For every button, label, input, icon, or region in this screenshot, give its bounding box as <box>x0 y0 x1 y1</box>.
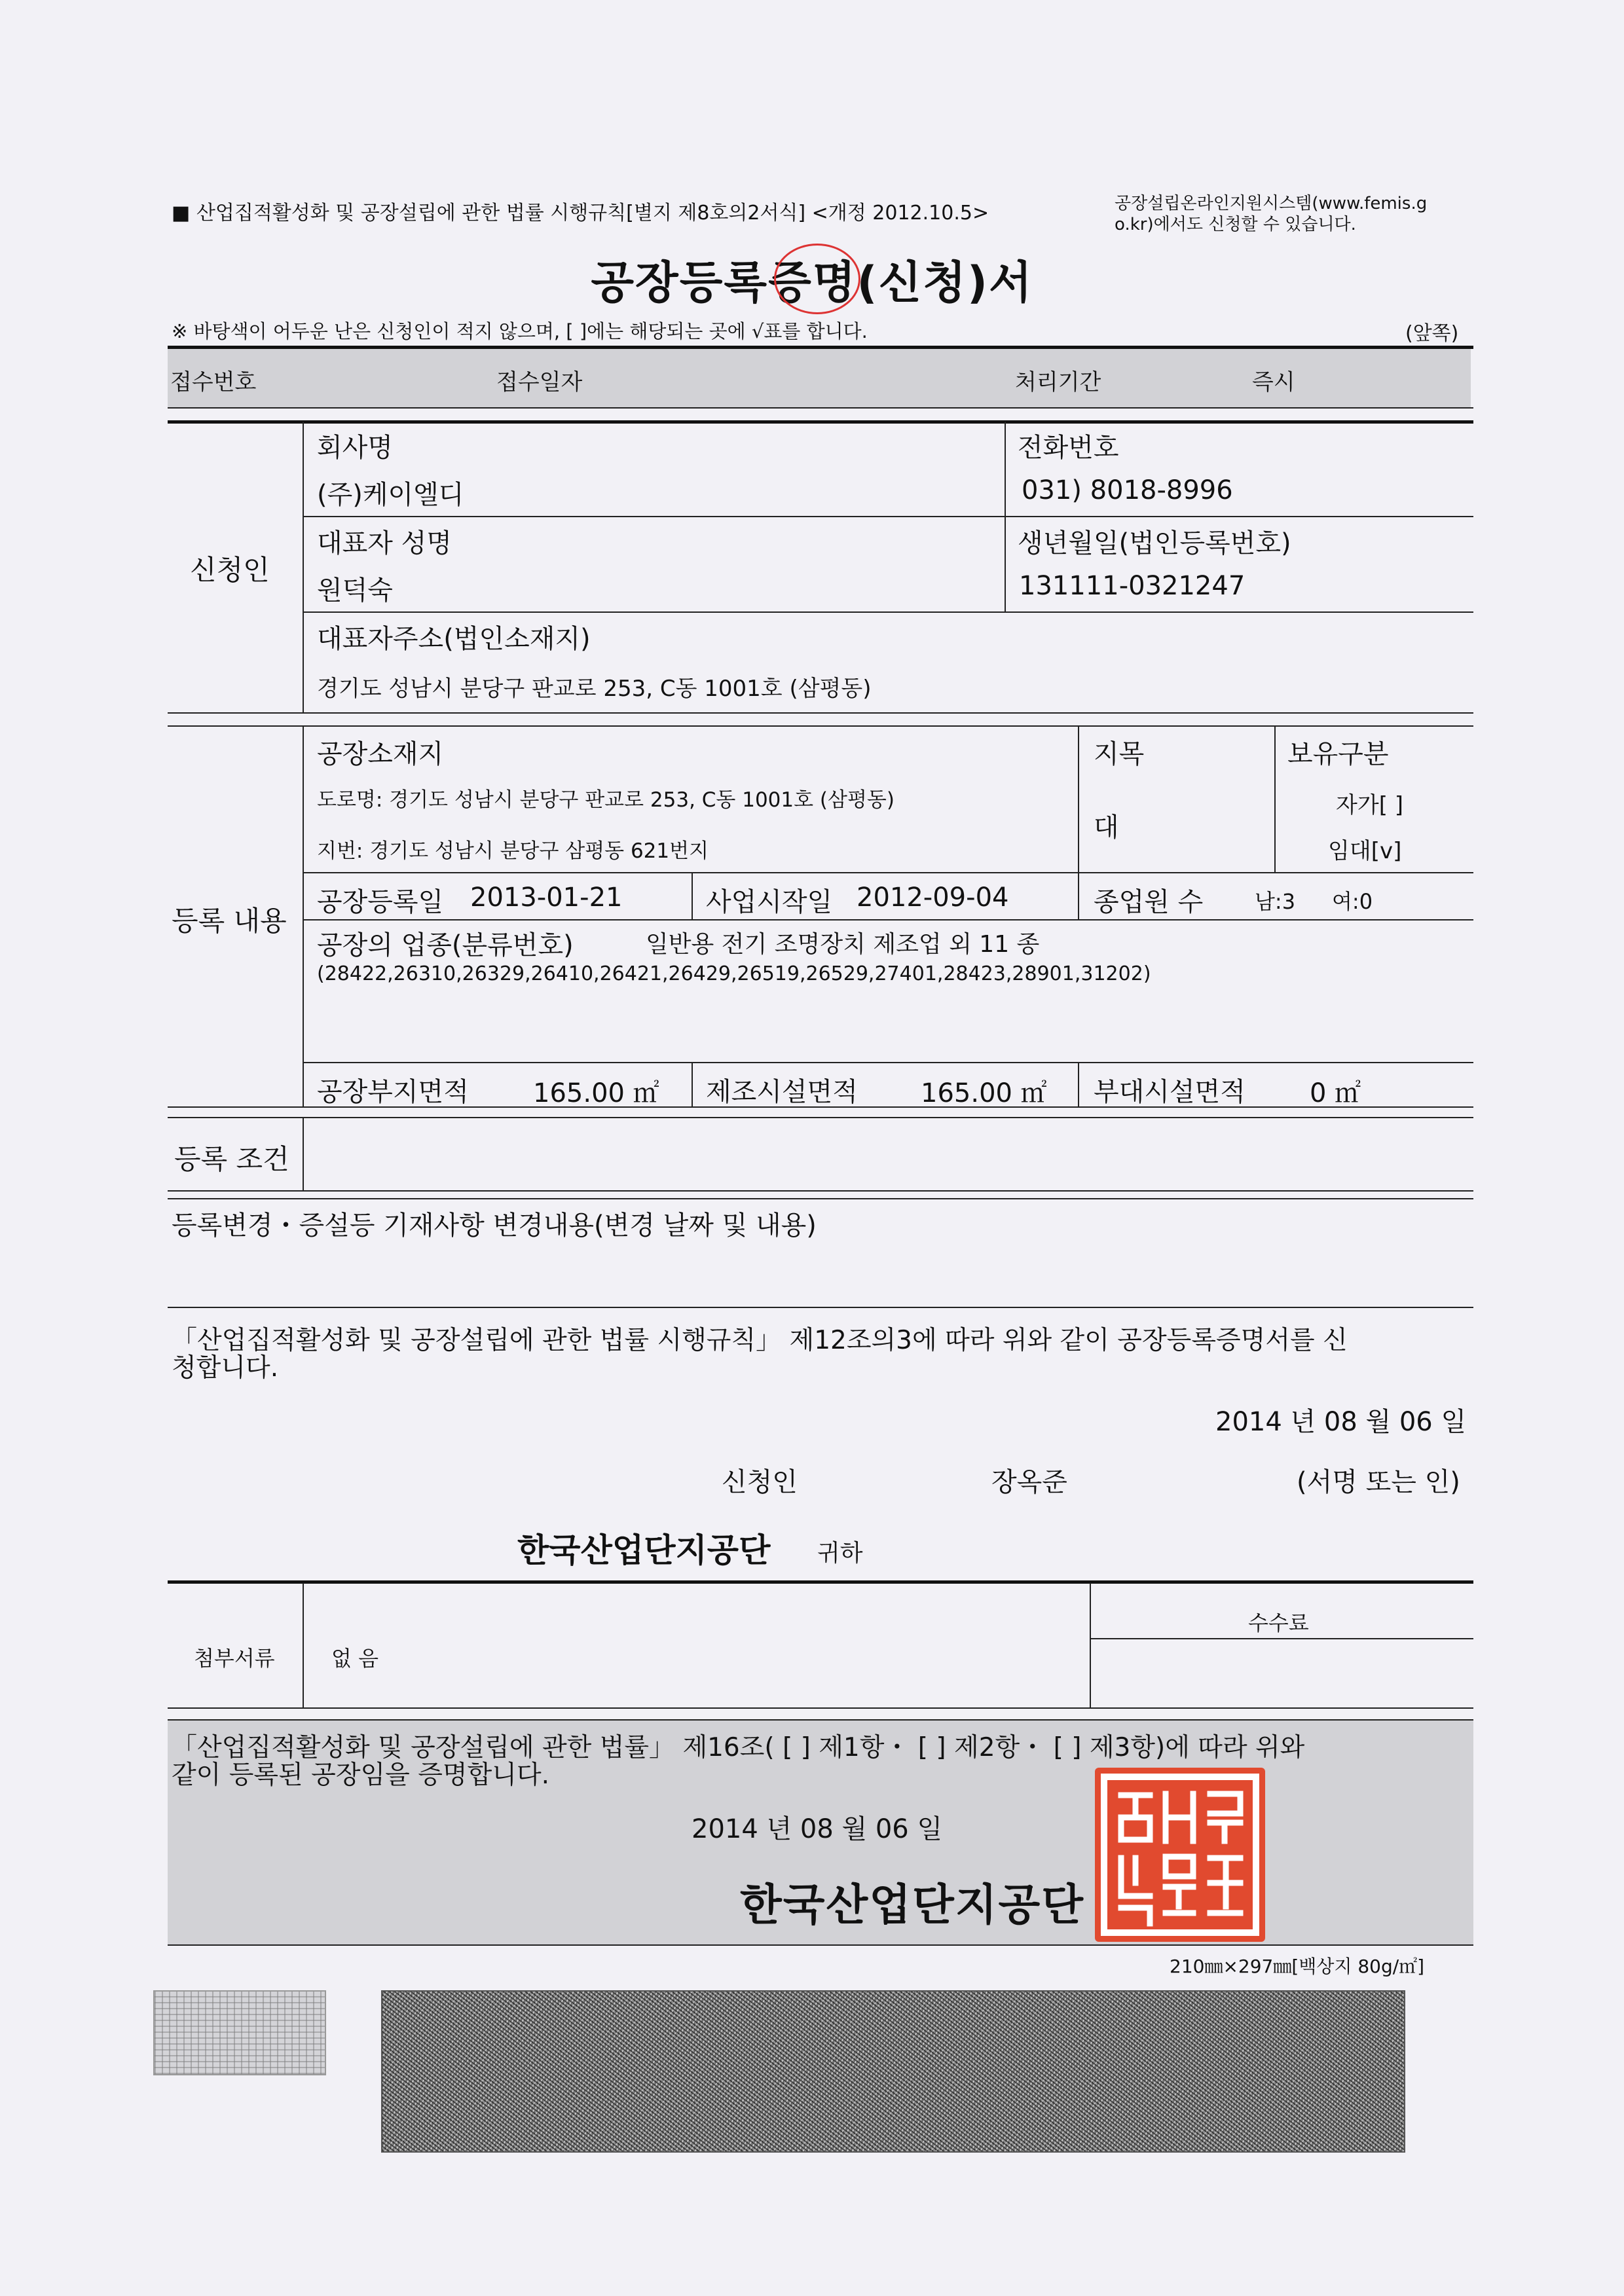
land-category-value: 대 <box>1094 812 1119 843</box>
phone-value: 031) 8018-8996 <box>1022 475 1233 505</box>
registration-date-label: 공장등록일 <box>317 887 444 917</box>
red-circle-mark <box>774 244 860 314</box>
issuer-name: 한국산업단지공단 <box>740 1880 1085 1930</box>
declaration-line1: 「산업집적활성화 및 공장설립에 관한 법률 시행규칙」 제12조의3에 따라 위와 같이 공장등록증명서를 신 <box>172 1326 1348 1355</box>
recipient-suffix: 귀하 <box>817 1540 863 1567</box>
registration-date-value: 2013-01-21 <box>470 883 623 913</box>
declaration-date: 2014 년 08 월 06 일 <box>1215 1407 1467 1437</box>
manufacturing-area-value: 165.00 ㎡ <box>921 1078 1047 1108</box>
auxiliary-area-label: 부대시설면적 <box>1094 1077 1246 1107</box>
road-address: 도로명: 경기도 성남시 분당구 판교로 253, C동 1001호 (삼평동) <box>317 788 895 812</box>
paper-spec: 210㎜×297㎜[백상지 80g/㎡] <box>1170 1956 1425 1977</box>
site-area-value: 165.00 ㎡ <box>533 1078 659 1108</box>
applicant-section-label: 신청인 <box>190 554 270 586</box>
business-start-value: 2012-09-04 <box>857 883 1009 913</box>
signature-note: (서명 또는 인) <box>1297 1467 1460 1497</box>
declaration-line2: 청합니다. <box>172 1353 279 1383</box>
company-name-label: 회사명 <box>317 433 393 463</box>
industry-codes: (28422,26310,26329,26410,26421,26429,26519,26529,27401,28423,28901,31202) <box>317 962 1151 985</box>
online-note-line2: o.kr)에서도 신청할 수 있습니다. <box>1115 215 1356 234</box>
representative-value: 원덕숙 <box>317 575 393 606</box>
page-side: (앞쪽) <box>1405 322 1459 345</box>
phone-label: 전화번호 <box>1018 433 1119 463</box>
birth-value: 131111-0321247 <box>1019 571 1246 601</box>
employees-label: 종업원 수 <box>1094 887 1204 917</box>
business-start-label: 사업시작일 <box>706 887 833 917</box>
site-area-label: 공장부지면적 <box>317 1077 469 1107</box>
ownership-label: 보유구분 <box>1287 739 1389 769</box>
auxiliary-area-value: 0 ㎡ <box>1310 1078 1361 1108</box>
online-note-line1: 공장설립온라인지원시스템(www.femis.g <box>1115 194 1428 213</box>
industry-label: 공장의 업종(분류번호) <box>317 930 574 960</box>
ownership-leased: 임대[v] <box>1328 838 1402 864</box>
industry-value: 일반용 전기 조명장치 제조업 외 11 종 <box>646 931 1040 958</box>
instruction-note: ※ 바탕색이 어두운 난은 신청인이 적지 않으며, [ ]에는 해당되는 곳에 √표를 합니다. <box>172 320 868 342</box>
receipt-date-label: 접수일자 <box>496 369 583 395</box>
certification-line2: 같이 등록된 공장임을 증명합니다. <box>172 1760 550 1790</box>
declaration-applicant-name: 장옥준 <box>991 1467 1067 1497</box>
address-label: 대표자주소(법인소재지) <box>317 624 591 654</box>
fee-label: 수수료 <box>1248 1611 1309 1635</box>
attachments-value: 없 음 <box>331 1646 378 1671</box>
law-reference: ■ 산업집적활성화 및 공장설립에 관한 법률 시행규칙[별지 제8호의2서식] <개정 2012.10.5> <box>172 202 989 225</box>
certification-date: 2014 년 08 월 06 일 <box>692 1814 943 1844</box>
employees-female: 여:0 <box>1332 889 1373 914</box>
conditions-label: 등록 조건 <box>174 1143 289 1175</box>
official-seal-icon <box>1095 1768 1265 1942</box>
factory-location-label: 공장소재지 <box>317 739 444 769</box>
page-title: 공장등록증명(신청)서 <box>591 257 1033 309</box>
small-barcode-icon <box>153 1990 326 2075</box>
changes-label: 등록변경・증설등 기재사항 변경내용(변경 날짜 및 내용) <box>172 1211 817 1241</box>
birth-label: 생년월일(법인등록번호) <box>1018 528 1291 558</box>
attachments-label: 첨부서류 <box>194 1646 275 1671</box>
large-barcode-icon <box>381 1990 1405 2153</box>
recipient: 한국산업단지공단 <box>517 1531 771 1569</box>
registration-section-label: 등록 내용 <box>172 905 287 937</box>
land-category-label: 지목 <box>1094 739 1145 769</box>
processing-period-label: 처리기간 <box>1015 369 1101 395</box>
ownership-owned: 자가[ ] <box>1336 792 1404 818</box>
employees-male: 남:3 <box>1255 889 1296 914</box>
lot-address: 지번: 경기도 성남시 분당구 삼평동 621번지 <box>317 839 709 863</box>
company-name-value: (주)케이엘디 <box>317 480 464 510</box>
receipt-no-label: 접수번호 <box>170 369 257 395</box>
certification-line1: 「산업집적활성화 및 공장설립에 관한 법률」 제16조( [ ] 제1항・ [ ] 제2항・ [ ] 제3항)에 따라 위와 <box>172 1733 1305 1762</box>
manufacturing-area-label: 제조시설면적 <box>706 1077 858 1107</box>
processing-period-value: 즉시 <box>1252 369 1295 395</box>
representative-label: 대표자 성명 <box>317 528 452 558</box>
address-value: 경기도 성남시 분당구 판교로 253, C동 1001호 (삼평동) <box>317 676 872 702</box>
declaration-applicant-label: 신청인 <box>722 1467 798 1497</box>
